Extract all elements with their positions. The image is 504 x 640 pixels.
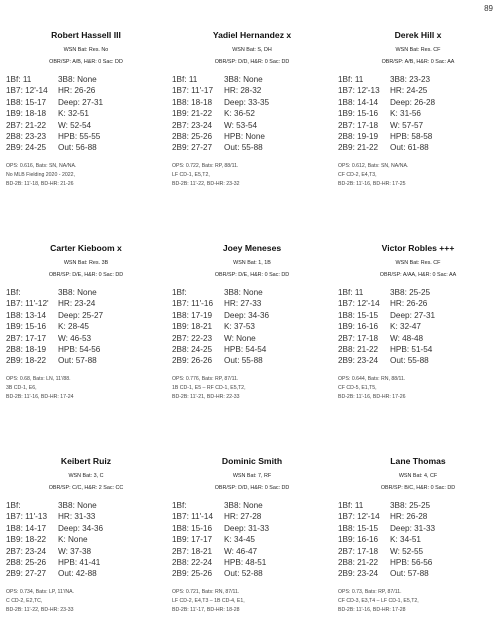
stat-left: 2B9: 23-24 — [338, 569, 379, 579]
player-name: Victor Robles +++ — [381, 243, 455, 253]
stat-left: 1Bf: — [6, 501, 21, 510]
stat-row — [6, 131, 166, 142]
stat-row — [6, 568, 166, 579]
stat-left: 1B8: 15-17 — [6, 97, 47, 107]
team-batting-line: WSN Bat: 1, 1B — [233, 260, 271, 266]
stat-right: Deep: 31-33 — [224, 523, 270, 533]
stat-row — [172, 298, 332, 309]
stat-right: K: None — [58, 535, 88, 545]
note-line: OPS: 0.721, Bats: RN, 87/11. — [172, 588, 240, 595]
stat-right: HPB: 51-54 — [390, 345, 433, 355]
player-name: Lane Thomas — [390, 456, 446, 466]
note-line: BD-2B: 11'-21, BD-HR: 22-33 — [172, 393, 240, 400]
stat-row — [6, 120, 166, 131]
note-line: BD-2B: 11'-16, BD-HR: 17-28 — [338, 606, 406, 613]
stat-left: 1Bf: 11 — [338, 288, 364, 297]
stat-row — [172, 120, 332, 131]
player-card — [6, 243, 166, 402]
stats-table — [172, 74, 332, 154]
stat-left: 2B9: 23-24 — [338, 356, 379, 366]
note-line: LF CD-1, E5,T2, — [172, 171, 210, 178]
stat-row — [6, 74, 166, 85]
stat-row — [6, 333, 166, 344]
stat-row — [172, 74, 332, 85]
stat-right: Deep: 34-36 — [58, 523, 104, 533]
stat-right: W: 37-38 — [58, 546, 92, 556]
stat-right: Out: 56-88 — [58, 143, 97, 153]
player-card — [172, 456, 332, 615]
notes-block — [338, 375, 498, 402]
stat-right: 3B8: None — [58, 288, 97, 297]
note-line: BD-2B: 11'-16, BD-HR: 17-24 — [6, 393, 74, 400]
stat-left: 2B8: 18-19 — [6, 345, 47, 355]
stat-left: 1Bf: 11 — [338, 75, 364, 84]
stat-right: K: 32-51 — [58, 109, 89, 119]
stat-right: W: 46-53 — [58, 333, 92, 343]
note-line: CF CD-5, E1,T5, — [338, 384, 377, 391]
stat-left: 1B9: 21-22 — [172, 109, 213, 119]
team-batting-line: WSN Bat: Res. CF — [395, 47, 441, 53]
stat-left: 1B7: 11'-17 — [172, 86, 214, 96]
stat-right: 3B8: 23-23 — [390, 75, 431, 84]
stat-row — [172, 97, 332, 108]
stat-right: Out: 55-88 — [390, 356, 429, 366]
stat-left: 2B7: 23-24 — [6, 546, 47, 556]
stat-left: 1B7: 12'-14 — [338, 512, 380, 522]
stat-right: HR: 28-32 — [224, 86, 262, 96]
note-line: 1B CD-1, E5 – RF CD-1, E5,T2, — [172, 384, 246, 391]
stat-left: 2B9: 25-26 — [172, 569, 213, 579]
stat-row — [338, 287, 498, 298]
stat-right: HR: 26-26 — [390, 299, 428, 309]
stat-left: 1B8: 15-15 — [338, 523, 379, 533]
stat-right: 3B8: None — [58, 501, 97, 510]
stat-left: 1B7: 11'-14 — [172, 512, 214, 522]
stat-row — [172, 511, 332, 522]
stat-row — [6, 321, 166, 332]
note-line: C CD-2, E2,TC, — [6, 597, 43, 604]
stat-row — [172, 310, 332, 321]
stat-right: K: 28-45 — [58, 322, 89, 332]
stat-right: HPB: 54-54 — [224, 345, 267, 355]
stat-right: HPB: 55-55 — [58, 132, 101, 142]
stat-right: HR: 26-26 — [58, 86, 96, 96]
stat-right: HR: 27-33 — [224, 299, 262, 309]
stat-left: 2B8: 24-25 — [172, 345, 213, 355]
stat-row — [172, 287, 332, 298]
stat-left: 2B7: 17-18 — [338, 120, 379, 130]
stat-right: Deep: 33-35 — [224, 97, 270, 107]
stat-right: W: 46-47 — [224, 546, 258, 556]
stat-row — [6, 85, 166, 96]
stat-left: 1B9: 18-22 — [6, 535, 47, 545]
stats-table — [172, 500, 332, 580]
stat-left: 1B9: 15-16 — [6, 322, 47, 332]
stat-right: K: 31-56 — [390, 109, 421, 119]
stat-row — [172, 523, 332, 534]
stat-right: 3B8: None — [224, 288, 263, 297]
note-line: OPS: 0.776, Bats: RP, 87/11. — [172, 375, 239, 382]
stat-left: 2B8: 22-24 — [172, 558, 213, 568]
stat-row — [6, 142, 166, 153]
notes-block — [6, 162, 166, 189]
stat-row — [338, 120, 498, 131]
team-batting-line: WSN Bat: Res. No — [63, 47, 109, 53]
stat-row — [6, 287, 166, 298]
grade-line: OBR/SP: A/B, H&R: 0 Sac: DD — [49, 59, 123, 65]
stat-row — [6, 534, 166, 545]
note-line: OPS: 0.616, Bats: SN, NA/NA. — [6, 162, 77, 169]
stat-row — [6, 298, 166, 309]
notes-block — [338, 162, 498, 189]
stat-row — [172, 534, 332, 545]
stat-left: 1Bf: — [172, 501, 187, 510]
grade-line: OBR/SP: A/B, H&R: 0 Sac: AA — [381, 59, 455, 65]
stat-left: 1B9: 16-16 — [338, 322, 379, 332]
stat-right: 3B8: 25-25 — [390, 501, 431, 510]
stat-right: 3B8: None — [58, 75, 97, 84]
player-name: Joey Meneses — [222, 243, 282, 253]
stat-right: Out: 52-88 — [224, 569, 263, 579]
stat-row — [172, 500, 332, 511]
stat-row — [338, 97, 498, 108]
note-line: BD-2B: 11'-22, BD-HR: 23-32 — [172, 180, 240, 187]
stat-left: 1B9: 18-18 — [6, 109, 47, 119]
stat-right: K: 34-51 — [390, 535, 421, 545]
stat-row — [6, 97, 166, 108]
stat-row — [6, 355, 166, 366]
stat-row — [338, 131, 498, 142]
page-number: 89 — [484, 4, 493, 13]
stats-table — [172, 287, 332, 367]
grade-line: OBR/SP: D/E, H&R: 0 Sac: DD — [48, 272, 124, 278]
stat-row — [338, 511, 498, 522]
note-line: OPS: 0.612, Bats: SN, NA/NA. — [338, 162, 409, 169]
stats-table — [338, 287, 498, 367]
stat-row — [172, 85, 332, 96]
stat-row — [6, 546, 166, 557]
player-card — [338, 456, 498, 615]
notes-block — [338, 588, 498, 615]
stat-left: 2B7: 17-17 — [6, 333, 47, 343]
stats-table — [6, 500, 166, 580]
stat-right: K: 34-45 — [224, 535, 255, 545]
stat-left: 1B8: 15-15 — [338, 310, 379, 320]
stat-left: 2B8: 19-19 — [338, 132, 379, 142]
stat-right: Out: 57-88 — [58, 356, 97, 366]
stat-right: W: 48-48 — [390, 333, 424, 343]
stat-row — [172, 142, 332, 153]
stat-left: 2B7: 23-24 — [172, 120, 213, 130]
stat-right: HR: 24-25 — [390, 86, 428, 96]
team-batting-line: WSN Bat: 3, C — [68, 473, 104, 479]
player-card — [338, 30, 498, 189]
notes-block — [6, 375, 166, 402]
stat-left: 2B8: 21-22 — [338, 345, 379, 355]
stat-left: 1B7: 11'-12' — [6, 299, 49, 309]
stat-row — [338, 321, 498, 332]
stat-row — [172, 355, 332, 366]
stat-right: W: 53-54 — [224, 120, 258, 130]
grade-line: OBR/SP: A/AA, H&R: 0 Sac: AA — [379, 272, 457, 278]
stat-right: Deep: 31-33 — [390, 523, 436, 533]
team-batting-line: WSN Bat: S, DH — [232, 47, 272, 53]
player-name: Keibert Ruiz — [60, 456, 112, 466]
note-line: OPS: 0.644, Bats: RN, 88/11. — [338, 375, 406, 382]
stat-left: 1B9: 17-17 — [172, 535, 213, 545]
stat-row — [6, 108, 166, 119]
stat-left: 2B9: 27-27 — [6, 569, 47, 579]
stat-right: HR: 31-33 — [58, 512, 96, 522]
stat-row — [172, 108, 332, 119]
player-name: Yadiel Hernandez x — [212, 30, 292, 40]
stat-row — [6, 500, 166, 511]
stat-row — [338, 298, 498, 309]
stat-row — [172, 557, 332, 568]
stat-right: Out: 55-88 — [224, 143, 263, 153]
stat-left: 1Bf: 11 — [6, 75, 32, 84]
stat-row — [338, 500, 498, 511]
stat-left: 1B8: 17-19 — [172, 310, 213, 320]
stats-table — [6, 287, 166, 367]
player-card — [172, 30, 332, 189]
stat-row — [338, 85, 498, 96]
player-card — [6, 30, 166, 189]
stat-left: 1B8: 14-14 — [338, 97, 379, 107]
stat-left: 1Bf: 11 — [338, 501, 364, 510]
player-card — [338, 243, 498, 402]
stat-row — [338, 534, 498, 545]
stat-left: 2B7: 21-22 — [6, 120, 47, 130]
stat-left: 1Bf: 11 — [172, 75, 198, 84]
stat-right: K: 32-47 — [390, 322, 421, 332]
stat-left: 2B7: 17-18 — [338, 546, 379, 556]
stat-left: 2B9: 21-22 — [338, 143, 379, 153]
note-line: OPS: 0.722, Bats: RP, 88/11. — [172, 162, 239, 169]
note-line: 3B CD-1, E6, — [6, 384, 37, 391]
stat-left: 2B8: 23-23 — [6, 132, 47, 142]
stat-right: HPB: 56-56 — [390, 558, 433, 568]
stat-left: 1B7: 12'-14 — [338, 299, 380, 309]
stat-right: HPB: 48-51 — [224, 558, 267, 568]
notes-block — [172, 588, 332, 615]
stat-row — [338, 344, 498, 355]
stat-row — [338, 355, 498, 366]
stat-row — [338, 310, 498, 321]
note-line: BD-2B: 11'-22, BD-HR: 23-33 — [6, 606, 74, 613]
stat-right: 3B8: None — [224, 501, 263, 510]
player-name: Derek Hill x — [394, 30, 442, 40]
stat-row — [6, 310, 166, 321]
stat-right: W: 57-57 — [390, 120, 424, 130]
stat-right: Out: 42-88 — [58, 569, 97, 579]
note-line: OPS: 0.734, Bats: LP, 11'/NA. — [6, 588, 74, 595]
stat-row — [338, 557, 498, 568]
stat-right: W: 52-54 — [58, 120, 92, 130]
stat-row — [172, 131, 332, 142]
grade-line: OBR/SP: D/D, H&R: 0 Sac: DD — [214, 59, 290, 65]
stat-left: 2B9: 18-22 — [6, 356, 47, 366]
stat-row — [172, 568, 332, 579]
stat-right: 3B8: 25-25 — [390, 288, 431, 297]
note-line: OPS: 0.68, Bats: LN, 11'/88. — [6, 375, 71, 382]
note-line: BD-2B: 11'-16, BD-HR: 17-25 — [338, 180, 406, 187]
stat-row — [172, 333, 332, 344]
stat-right: HPB: 58-58 — [390, 132, 433, 142]
stat-right: Deep: 26-28 — [390, 97, 436, 107]
stat-left: 2B9: 27-27 — [172, 143, 213, 153]
stat-left: 2B9: 26-26 — [172, 356, 213, 366]
stat-right: Deep: 25-27 — [58, 310, 104, 320]
note-line: No MLB Fielding 2020 - 2022, — [6, 171, 75, 178]
stat-row — [172, 546, 332, 557]
player-card — [6, 456, 166, 615]
note-line: CF CD-2, E4,T3, — [338, 171, 377, 178]
stat-left: 1Bf: — [6, 288, 21, 297]
stat-left: 2B7: 22-23 — [172, 333, 213, 343]
notes-block — [172, 162, 332, 189]
notes-block — [6, 588, 166, 615]
note-line: BD-2B: 11'-18, BD-HR: 21-26 — [6, 180, 74, 187]
note-line: OPS: 0.73, Bats: RP, 87/11. — [338, 588, 402, 595]
player-card — [172, 243, 332, 402]
stat-right: K: 37-53 — [224, 322, 255, 332]
stat-row — [6, 523, 166, 534]
team-batting-line: WSN Bat: Res. 3B — [63, 260, 109, 266]
stat-row — [338, 74, 498, 85]
stat-right: Out: 57-88 — [390, 569, 429, 579]
stat-left: 1B8: 13-14 — [6, 310, 47, 320]
stat-right: HR: 26-28 — [390, 512, 428, 522]
notes-block — [172, 375, 332, 402]
stat-left: 1B8: 14-17 — [6, 523, 47, 533]
stat-row — [6, 557, 166, 568]
stats-table — [338, 74, 498, 154]
stat-right: HR: 27-28 — [224, 512, 262, 522]
stat-right: Deep: 27-31 — [390, 310, 436, 320]
stat-left: 2B8: 21-22 — [338, 558, 379, 568]
note-line: LF CD-2, E4,T3 – 1B CD-4, E1, — [172, 597, 245, 604]
stat-right: Deep: 34-36 — [224, 310, 270, 320]
grade-line: OBR/SP: D/E, H&R: 0 Sac: DD — [214, 272, 290, 278]
stat-right: Deep: 27-31 — [58, 97, 104, 107]
stat-left: 1B7: 12'-13 — [338, 86, 380, 96]
stat-left: 1B9: 16-16 — [338, 535, 379, 545]
stat-row — [338, 546, 498, 557]
grade-line: OBR/SP: C/C, H&R: 2 Sac: CC — [48, 485, 124, 491]
stat-row — [338, 568, 498, 579]
team-batting-line: WSN Bat: Res. CF — [395, 260, 441, 266]
stat-row — [172, 321, 332, 332]
stat-left: 1Bf: — [172, 288, 187, 297]
stat-left: 2B8: 25-26 — [172, 132, 213, 142]
stat-row — [6, 344, 166, 355]
stats-table — [6, 74, 166, 154]
note-line: BD-2B: 11'-16, BD-HR: 17-26 — [338, 393, 406, 400]
stat-row — [338, 108, 498, 119]
stat-row — [6, 511, 166, 522]
stat-left: 1B9: 15-16 — [338, 109, 379, 119]
grade-line: OBR/SP: B/C, H&R: 0 Sac: DD — [380, 485, 456, 491]
stat-right: W: 52-55 — [390, 546, 424, 556]
stat-left: 1B7: 11'-13 — [6, 512, 48, 522]
player-name: Robert Hassell III — [51, 30, 121, 40]
stat-left: 2B9: 24-25 — [6, 143, 47, 153]
stat-row — [172, 344, 332, 355]
stat-left: 2B8: 25-26 — [6, 558, 47, 568]
stat-left: 1B7: 12'-14 — [6, 86, 48, 96]
stat-right: Out: 61-88 — [390, 143, 429, 153]
note-line: BD-2B: 11'-17, BD-HR: 18-28 — [172, 606, 240, 613]
stat-right: Out: 55-88 — [224, 356, 263, 366]
stat-row — [338, 523, 498, 534]
stat-left: 2B7: 17-18 — [338, 333, 379, 343]
grade-line: OBR/SP: D/D, H&R: 0 Sac: DD — [214, 485, 290, 491]
stats-table — [338, 500, 498, 580]
stat-left: 1B7: 11'-16 — [172, 299, 214, 309]
stat-right: 3B8: None — [224, 75, 263, 84]
stat-right: HPB: 54-56 — [58, 345, 101, 355]
stat-right: HR: 23-24 — [58, 299, 96, 309]
stat-right: HPB: 41-41 — [58, 558, 101, 568]
stat-row — [338, 333, 498, 344]
player-name: Dominic Smith — [221, 456, 283, 466]
stat-left: 1B9: 18-21 — [172, 322, 213, 332]
note-line: CF CD-3, E3,T4 – LF CD-1, E5,T2, — [338, 597, 419, 604]
stat-left: 1B8: 15-16 — [172, 523, 213, 533]
stat-right: W: None — [224, 333, 256, 343]
stat-right: HPB: None — [224, 132, 265, 142]
player-name: Carter Kieboom x — [50, 243, 122, 253]
team-batting-line: WSN Bat: 4, CF — [398, 473, 438, 479]
stat-row — [338, 142, 498, 153]
stat-left: 1B8: 18-18 — [172, 97, 213, 107]
team-batting-line: WSN Bat: 7, RF — [232, 473, 272, 479]
stat-right: K: 36-52 — [224, 109, 255, 119]
stat-left: 2B7: 18-21 — [172, 546, 213, 556]
